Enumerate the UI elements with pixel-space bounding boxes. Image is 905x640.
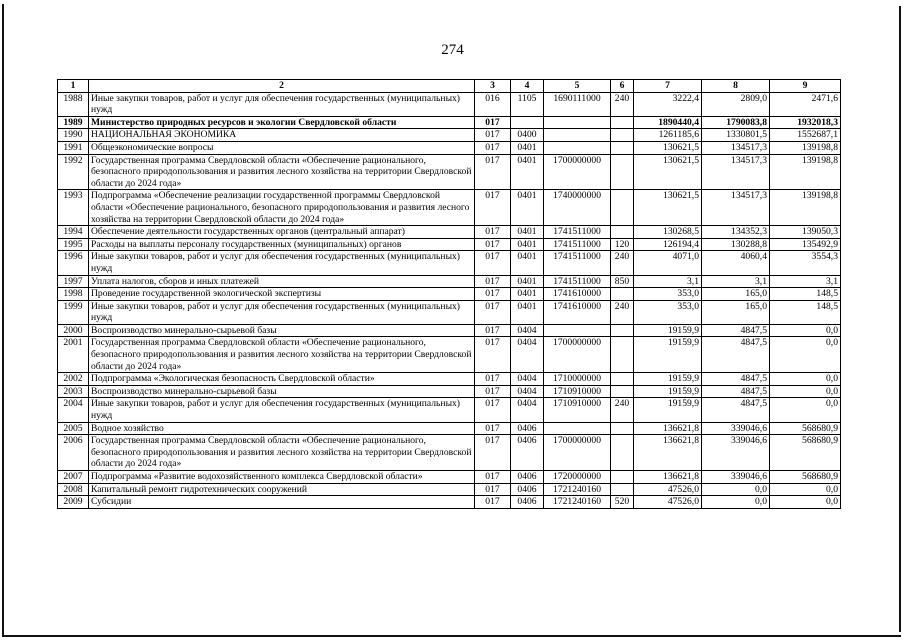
table-row — [58, 300, 841, 324]
row-number-cell: 2006 — [58, 435, 89, 471]
row-number-cell: 2004 — [58, 398, 89, 422]
amount-year1-cell: 1261185,6 — [634, 129, 702, 142]
row-number-cell: 1988 — [58, 92, 89, 116]
amount-year1-cell: 136621,8 — [634, 422, 702, 435]
target-article-cell: 1740000000 — [544, 190, 611, 226]
amount-year1-cell: 3,1 — [634, 275, 702, 288]
table-row — [58, 154, 841, 190]
amount-year3-cell: 0,0 — [770, 496, 841, 509]
target-article-cell: 1741610000 — [544, 288, 611, 301]
table-row — [58, 190, 841, 226]
ministry-code-cell: 017 — [475, 190, 511, 226]
amount-year3-cell: 139198,8 — [770, 141, 841, 154]
item-name-cell: Иные закупки товаров, работ и услуг для обеспечения государственных (муниципальных) нужд — [89, 251, 475, 275]
target-article-cell: 1700000000 — [544, 337, 611, 373]
ministry-code-cell: 017 — [475, 141, 511, 154]
section-code-cell: 0404 — [511, 385, 544, 398]
amount-year3-cell: 148,5 — [770, 288, 841, 301]
table-row — [58, 398, 841, 422]
amount-year1-cell: 126194,4 — [634, 238, 702, 251]
table-row — [58, 483, 841, 496]
amount-year3-cell: 1932018,3 — [770, 116, 841, 129]
amount-year3-cell: 0,0 — [770, 398, 841, 422]
row-number-cell: 1993 — [58, 190, 89, 226]
expense-type-cell — [611, 226, 634, 239]
amount-year2-cell: 2809,0 — [702, 92, 770, 116]
row-number-cell: 2005 — [58, 422, 89, 435]
section-code-cell: 0401 — [511, 226, 544, 239]
expense-type-cell — [611, 373, 634, 386]
amount-year1-cell: 19159,9 — [634, 398, 702, 422]
expense-type-cell: 240 — [611, 92, 634, 116]
section-code-cell: 0401 — [511, 288, 544, 301]
ministry-code-cell: 017 — [475, 385, 511, 398]
amount-year3-cell: 3554,3 — [770, 251, 841, 275]
scan-border-left — [2, 4, 4, 636]
row-number-cell: 2008 — [58, 483, 89, 496]
amount-year2-cell: 3,1 — [702, 275, 770, 288]
expense-type-cell: 850 — [611, 275, 634, 288]
amount-year3-cell: 0,0 — [770, 483, 841, 496]
expense-type-cell — [611, 324, 634, 337]
amount-year2-cell: 130288,8 — [702, 238, 770, 251]
ministry-code-cell: 017 — [475, 116, 511, 129]
table-row — [58, 226, 841, 239]
ministry-code-cell: 017 — [475, 154, 511, 190]
row-number-cell: 2007 — [58, 471, 89, 484]
target-article-cell: 1741511000 — [544, 238, 611, 251]
item-name-cell: НАЦИОНАЛЬНАЯ ЭКОНОМИКА — [89, 129, 475, 142]
amount-year1-cell: 19159,9 — [634, 337, 702, 373]
row-number-cell: 2009 — [58, 496, 89, 509]
table-row — [58, 141, 841, 154]
ministry-code-cell: 017 — [475, 337, 511, 373]
expense-type-cell — [611, 141, 634, 154]
item-name-cell: Подпрограмма «Экологическая безопасность Свердловской области» — [89, 373, 475, 386]
amount-year2-cell: 0,0 — [702, 496, 770, 509]
expense-type-cell: 520 — [611, 496, 634, 509]
expense-type-cell — [611, 116, 634, 129]
amount-year1-cell: 19159,9 — [634, 385, 702, 398]
ministry-code-cell: 017 — [475, 483, 511, 496]
amount-year3-cell: 3,1 — [770, 275, 841, 288]
amount-year3-cell: 139198,8 — [770, 154, 841, 190]
ministry-code-cell: 017 — [475, 129, 511, 142]
item-name-cell: Капитальный ремонт гидротехнических сооружений — [89, 483, 475, 496]
amount-year1-cell: 4071,0 — [634, 251, 702, 275]
item-name-cell: Иные закупки товаров, работ и услуг для обеспечения государственных (муниципальных) нужд — [89, 92, 475, 116]
row-number-cell: 1990 — [58, 129, 89, 142]
section-code-cell: 0401 — [511, 251, 544, 275]
amount-year1-cell: 130621,5 — [634, 190, 702, 226]
expense-type-cell — [611, 129, 634, 142]
column-header: 1 — [58, 80, 89, 93]
ministry-code-cell: 017 — [475, 324, 511, 337]
amount-year2-cell: 1790083,8 — [702, 116, 770, 129]
amount-year2-cell: 339046,6 — [702, 422, 770, 435]
ministry-code-cell: 017 — [475, 226, 511, 239]
item-name-cell: Воспроизводство минерально-сырьевой базы — [89, 324, 475, 337]
item-name-cell: Проведение государственной экологической экспертизы — [89, 288, 475, 301]
row-number-cell: 1999 — [58, 300, 89, 324]
row-number-cell: 2002 — [58, 373, 89, 386]
ministry-code-cell: 017 — [475, 300, 511, 324]
row-number-cell: 1996 — [58, 251, 89, 275]
column-header: 4 — [511, 80, 544, 93]
scan-border-bottom — [2, 635, 901, 637]
expense-type-cell — [611, 154, 634, 190]
amount-year1-cell: 1890440,4 — [634, 116, 702, 129]
section-code-cell: 0406 — [511, 471, 544, 484]
section-code-cell: 1105 — [511, 92, 544, 116]
expense-type-cell — [611, 422, 634, 435]
ministry-code-cell: 017 — [475, 422, 511, 435]
amount-year1-cell: 3222,4 — [634, 92, 702, 116]
amount-year1-cell: 130621,5 — [634, 141, 702, 154]
row-number-cell: 1989 — [58, 116, 89, 129]
column-header: 9 — [770, 80, 841, 93]
target-article-cell: 1690111000 — [544, 92, 611, 116]
amount-year1-cell: 19159,9 — [634, 373, 702, 386]
expense-type-cell — [611, 471, 634, 484]
expense-type-cell: 240 — [611, 300, 634, 324]
amount-year3-cell: 568680,9 — [770, 422, 841, 435]
amount-year2-cell: 0,0 — [702, 483, 770, 496]
item-name-cell: Воспроизводство минерально-сырьевой базы — [89, 385, 475, 398]
page-number: 274 — [441, 42, 464, 58]
row-number-cell: 2001 — [58, 337, 89, 373]
amount-year2-cell: 4847,5 — [702, 398, 770, 422]
expense-type-cell: 240 — [611, 398, 634, 422]
table-row — [58, 116, 841, 129]
section-code-cell: 0401 — [511, 275, 544, 288]
column-header: 3 — [475, 80, 511, 93]
amount-year2-cell: 165,0 — [702, 300, 770, 324]
item-name-cell: Обеспечение деятельности государственных органов (центральный аппарат) — [89, 226, 475, 239]
section-code-cell: 0404 — [511, 337, 544, 373]
column-header: 5 — [544, 80, 611, 93]
expense-type-cell — [611, 385, 634, 398]
item-name-cell: Государственная программа Свердловской области «Обеспечение рационального, безопасного природопользования и развития лесного хозяйства на территории Свердловской области до 2024 года» — [89, 435, 475, 471]
item-name-cell: Государственная программа Свердловской области «Обеспечение рационального, безопасного природопользования и развития лесного хозяйства на территории Свердловской области до 2024 года» — [89, 337, 475, 373]
target-article-cell: 1700000000 — [544, 154, 611, 190]
amount-year2-cell: 134517,3 — [702, 141, 770, 154]
amount-year2-cell: 4847,5 — [702, 385, 770, 398]
target-article-cell: 1741511000 — [544, 275, 611, 288]
row-number-cell: 1992 — [58, 154, 89, 190]
table-row — [58, 422, 841, 435]
amount-year3-cell: 568680,9 — [770, 471, 841, 484]
target-article-cell: 1721240160 — [544, 483, 611, 496]
expense-type-cell: 240 — [611, 251, 634, 275]
section-code-cell: 0406 — [511, 496, 544, 509]
ministry-code-cell: 017 — [475, 251, 511, 275]
scan-border-right — [899, 6, 901, 632]
amount-year2-cell: 4847,5 — [702, 337, 770, 373]
amount-year3-cell: 139050,3 — [770, 226, 841, 239]
target-article-cell — [544, 422, 611, 435]
amount-year2-cell: 134352,3 — [702, 226, 770, 239]
amount-year3-cell: 135492,9 — [770, 238, 841, 251]
expense-type-cell — [611, 288, 634, 301]
item-name-cell: Субсидии — [89, 496, 475, 509]
amount-year3-cell: 0,0 — [770, 324, 841, 337]
column-header: 7 — [634, 80, 702, 93]
ministry-code-cell: 017 — [475, 288, 511, 301]
amount-year3-cell: 1552687,1 — [770, 129, 841, 142]
table-row — [58, 385, 841, 398]
row-number-cell: 1997 — [58, 275, 89, 288]
row-number-cell: 2000 — [58, 324, 89, 337]
target-article-cell: 1741610000 — [544, 300, 611, 324]
amount-year3-cell: 0,0 — [770, 337, 841, 373]
table-body — [58, 92, 841, 508]
table-row — [58, 129, 841, 142]
expense-type-cell — [611, 337, 634, 373]
section-code-cell: 0406 — [511, 422, 544, 435]
column-header: 6 — [611, 80, 634, 93]
ministry-code-cell: 017 — [475, 238, 511, 251]
column-header: 8 — [702, 80, 770, 93]
section-code-cell: 0401 — [511, 190, 544, 226]
section-code-cell: 0406 — [511, 435, 544, 471]
section-code-cell: 0401 — [511, 238, 544, 251]
item-name-cell: Водное хозяйство — [89, 422, 475, 435]
amount-year3-cell: 0,0 — [770, 373, 841, 386]
section-code-cell: 0404 — [511, 373, 544, 386]
table-row — [58, 275, 841, 288]
amount-year1-cell: 19159,9 — [634, 324, 702, 337]
table-row — [58, 435, 841, 471]
amount-year3-cell: 568680,9 — [770, 435, 841, 471]
amount-year1-cell: 130621,5 — [634, 154, 702, 190]
amount-year3-cell: 0,0 — [770, 385, 841, 398]
item-name-cell: Подпрограмма «Развитие водохозяйственного комплекса Свердловской области» — [89, 471, 475, 484]
table-row — [58, 337, 841, 373]
target-article-cell: 1720000000 — [544, 471, 611, 484]
target-article-cell: 1741511000 — [544, 251, 611, 275]
item-name-cell: Общеэкономические вопросы — [89, 141, 475, 154]
section-code-cell: 0401 — [511, 300, 544, 324]
expense-type-cell: 120 — [611, 238, 634, 251]
target-article-cell — [544, 141, 611, 154]
table-row — [58, 92, 841, 116]
row-number-cell: 1998 — [58, 288, 89, 301]
section-code-cell: 0401 — [511, 154, 544, 190]
item-name-cell: Министерство природных ресурсов и экологии Свердловской области — [89, 116, 475, 129]
ministry-code-cell: 017 — [475, 435, 511, 471]
section-code-cell: 0401 — [511, 141, 544, 154]
expense-type-cell — [611, 483, 634, 496]
target-article-cell — [544, 129, 611, 142]
amount-year3-cell: 2471,6 — [770, 92, 841, 116]
table-row — [58, 238, 841, 251]
amount-year1-cell: 353,0 — [634, 288, 702, 301]
section-code-cell — [511, 116, 544, 129]
ministry-code-cell: 017 — [475, 373, 511, 386]
section-code-cell: 0406 — [511, 483, 544, 496]
row-number-cell: 1994 — [58, 226, 89, 239]
table-row — [58, 251, 841, 275]
amount-year1-cell: 136621,8 — [634, 471, 702, 484]
item-name-cell: Расходы на выплаты персоналу государственных (муниципальных) органов — [89, 238, 475, 251]
amount-year2-cell: 339046,6 — [702, 471, 770, 484]
amount-year2-cell: 134517,3 — [702, 154, 770, 190]
section-code-cell: 0404 — [511, 398, 544, 422]
ministry-code-cell: 017 — [475, 496, 511, 509]
row-number-cell: 1991 — [58, 141, 89, 154]
row-number-cell: 1995 — [58, 238, 89, 251]
item-name-cell: Иные закупки товаров, работ и услуг для обеспечения государственных (муниципальных) нужд — [89, 300, 475, 324]
expense-type-cell — [611, 190, 634, 226]
table-row — [58, 471, 841, 484]
target-article-cell: 1700000000 — [544, 435, 611, 471]
amount-year1-cell: 353,0 — [634, 300, 702, 324]
ministry-code-cell: 016 — [475, 92, 511, 116]
target-article-cell — [544, 116, 611, 129]
target-article-cell: 1741511000 — [544, 226, 611, 239]
ministry-code-cell: 017 — [475, 471, 511, 484]
amount-year1-cell: 47526,0 — [634, 496, 702, 509]
amount-year2-cell: 134517,3 — [702, 190, 770, 226]
budget-table — [57, 79, 841, 509]
target-article-cell: 1710910000 — [544, 398, 611, 422]
amount-year2-cell: 165,0 — [702, 288, 770, 301]
table-row — [58, 288, 841, 301]
amount-year1-cell: 130268,5 — [634, 226, 702, 239]
item-name-cell: Уплата налогов, сборов и иных платежей — [89, 275, 475, 288]
amount-year2-cell: 4847,5 — [702, 373, 770, 386]
row-number-cell: 2003 — [58, 385, 89, 398]
amount-year1-cell: 47526,0 — [634, 483, 702, 496]
item-name-cell: Иные закупки товаров, работ и услуг для обеспечения государственных (муниципальных) нужд — [89, 398, 475, 422]
ministry-code-cell: 017 — [475, 275, 511, 288]
table-row — [58, 496, 841, 509]
ministry-code-cell: 017 — [475, 398, 511, 422]
amount-year2-cell: 1330801,5 — [702, 129, 770, 142]
amount-year2-cell: 4847,5 — [702, 324, 770, 337]
target-article-cell — [544, 324, 611, 337]
section-code-cell: 0400 — [511, 129, 544, 142]
target-article-cell: 1721240160 — [544, 496, 611, 509]
item-name-cell: Подпрограмма «Обеспечение реализации государственной программы Свердловской области «Обеспечение рационального, безопасного природопользования и развития лесного хозяйства на территории Свердловской области до 2024 года» — [89, 190, 475, 226]
target-article-cell: 1710910000 — [544, 385, 611, 398]
amount-year3-cell: 148,5 — [770, 300, 841, 324]
amount-year3-cell: 139198,8 — [770, 190, 841, 226]
expense-type-cell — [611, 435, 634, 471]
table-header-row — [58, 80, 841, 93]
target-article-cell: 1710000000 — [544, 373, 611, 386]
column-header: 2 — [89, 80, 475, 93]
amount-year2-cell: 339046,6 — [702, 435, 770, 471]
table-row — [58, 373, 841, 386]
section-code-cell: 0404 — [511, 324, 544, 337]
amount-year1-cell: 136621,8 — [634, 435, 702, 471]
amount-year2-cell: 4060,4 — [702, 251, 770, 275]
item-name-cell: Государственная программа Свердловской области «Обеспечение рационального, безопасного природопользования и развития лесного хозяйства на территории Свердловской области до 2024 года» — [89, 154, 475, 190]
table-row — [58, 324, 841, 337]
